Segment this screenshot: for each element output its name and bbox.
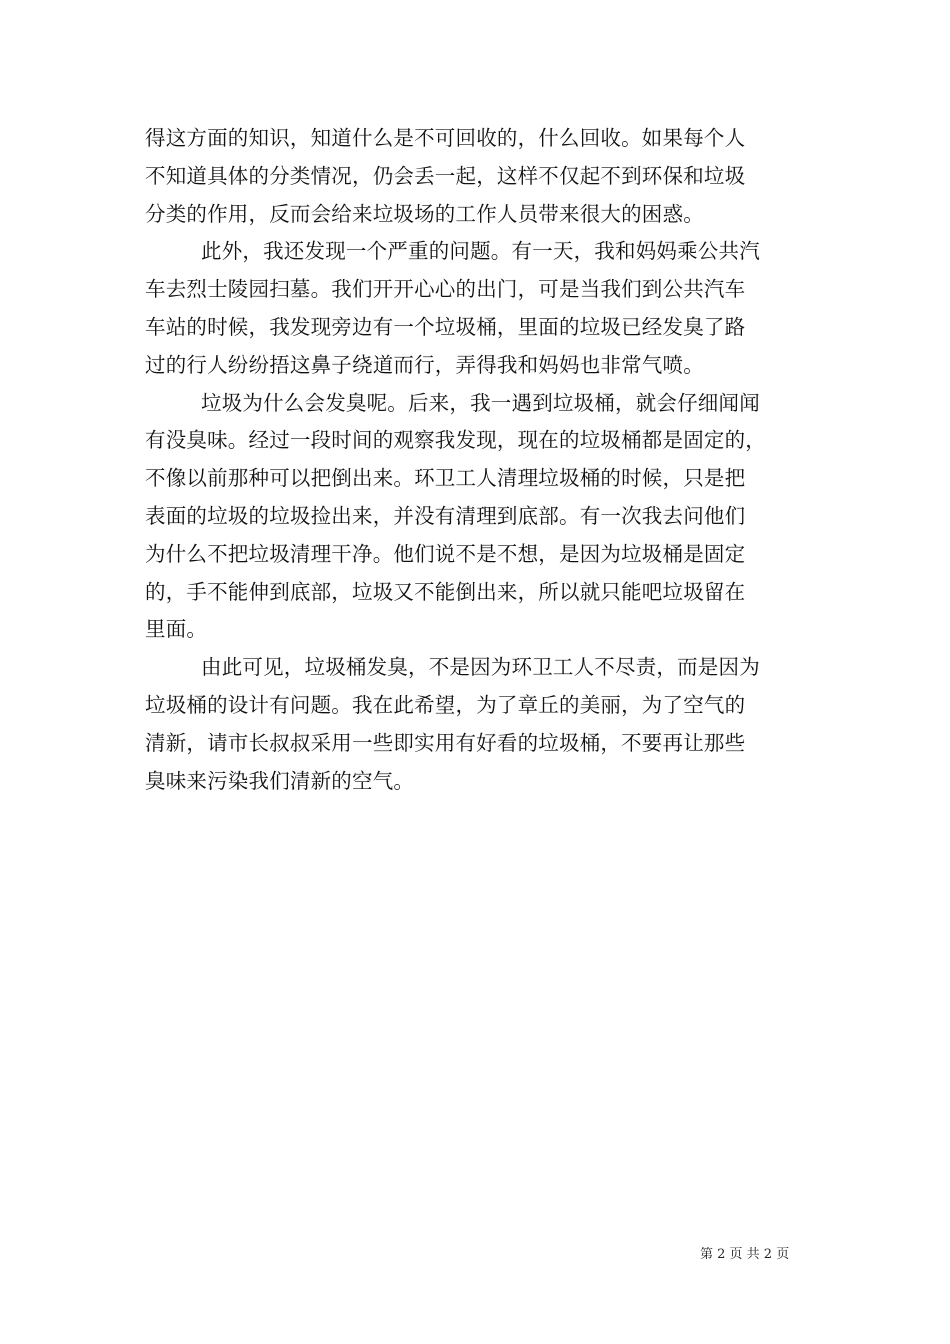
body-text xyxy=(145,120,810,800)
paragraph-start-line: 由此可见，垃圾桶发臭，不是因为环卫工人不尽责，而是因为 xyxy=(201,655,760,680)
text-line: 车站的时候，我发现旁边有一个垃圾桶，里面的垃圾已经发臭了路 xyxy=(145,314,746,339)
text-line: 得这方面的知识，知道什么是不可回收的，什么回收。如果每个人 xyxy=(145,126,746,150)
text-line: 为什么不把垃圾清理干净。他们说不是不想，是因为垃圾桶是固定 xyxy=(145,541,746,566)
text-line: 有没臭味。经过一段时间的观察我发现，现在的垃圾桶都是固定的， xyxy=(145,428,766,453)
text-line: 的，手不能伸到底部，垃圾又不能倒出来，所以就只能吧垃圾留在 xyxy=(145,579,746,604)
text-line: 不像以前那种可以把倒出来。环卫工人清理垃圾桶的时候，只是把 xyxy=(145,466,746,491)
text-line: 里面。 xyxy=(145,617,208,642)
text-line: 清新，请市长叔叔采用一些即实用有好看的垃圾桶，不要再让那些 xyxy=(145,730,746,755)
text-line: 过的行人纷纷捂这鼻子绕道而行，弄得我和妈妈也非常气喷。 xyxy=(145,352,704,377)
text-line: 车去烈士陵园扫墓。我们开开心心的出门，可是当我们到公共汽车 xyxy=(145,277,746,302)
page-number-footer: 第 2 页 共 2 页 xyxy=(700,1247,790,1262)
text-line: 表面的垃圾的垃圾捡出来，并没有清理到底部。有一次我去问他们 xyxy=(145,503,746,528)
text-line: 分类的作用，反而会给来垃圾场的工作人员带来很大的困惑。 xyxy=(145,201,704,226)
text-line: 垃圾桶的设计有问题。我在此希望，为了章丘的美丽，为了空气的 xyxy=(145,692,746,717)
paragraph-start-line: 此外，我还发现一个严重的问题。有一天，我和妈妈乘公共汽 xyxy=(201,239,760,264)
text-line: 臭味来污染我们清新的空气。 xyxy=(145,768,415,793)
paragraph-start-line: 垃圾为什么会发臭呢。后来，我一遇到垃圾桶，就会仔细闻闻 xyxy=(201,390,760,415)
text-line: 不知道具体的分类情况，仍会丢一起，这样不仅起不到环保和垃圾 xyxy=(145,163,746,188)
